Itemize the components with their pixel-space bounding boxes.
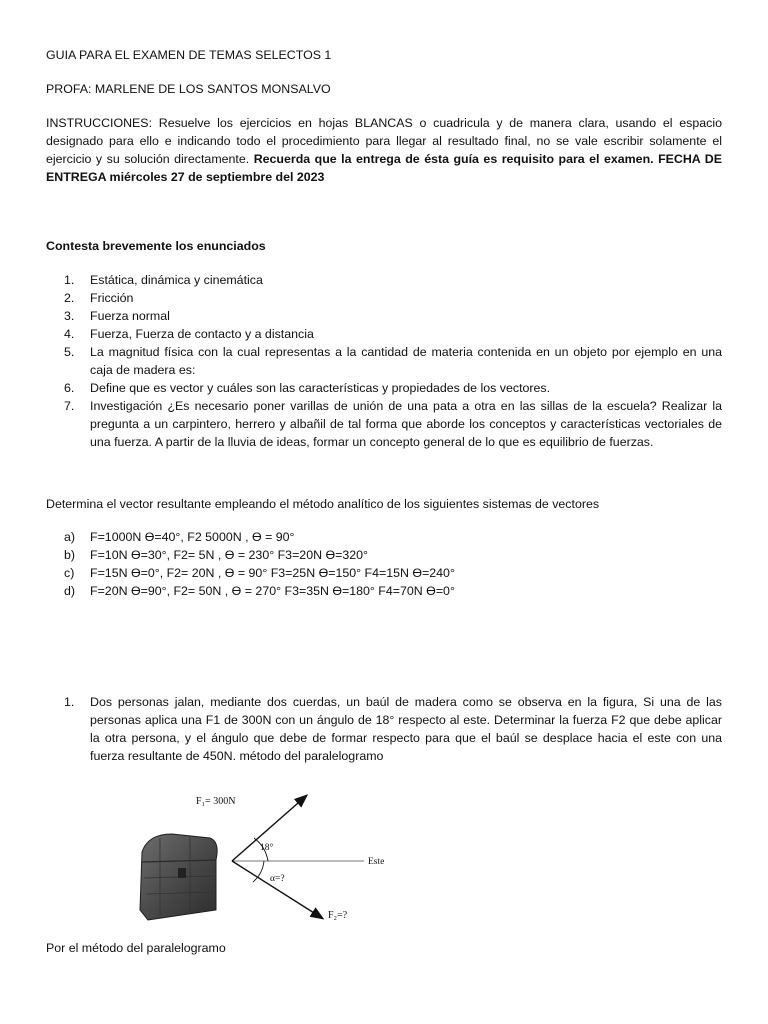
- chest-icon: [140, 834, 217, 920]
- document-title: GUIA PARA EL EXAMEN DE TEMAS SELECTOS 1: [46, 48, 332, 62]
- item-number: 1.: [64, 273, 75, 287]
- item-text: Fuerza normal: [90, 308, 170, 323]
- f2-arrow: [232, 861, 322, 918]
- east-label: Este: [368, 857, 385, 867]
- section2-intro: Determina el vector resultante empleando el método analítico de los siguientes sistemas de vectores: [46, 497, 600, 511]
- instructions-bold-text: Recuerda que la entrega de ésta guía es requisito para el examen. FECHA DE ENTREGA miércoles 27 de septiembre del 2023: [46, 151, 722, 184]
- item-letter: d): [64, 583, 76, 598]
- section2-list: [46, 529, 722, 601]
- item-number: 1.: [64, 695, 75, 709]
- list-item: [46, 308, 722, 326]
- list-item: [46, 326, 722, 344]
- alpha-label: α=?: [270, 874, 285, 884]
- list-item: [46, 547, 722, 565]
- item-number: 2.: [64, 290, 75, 305]
- force-diagram: [120, 782, 420, 932]
- teacher-name: PROFA: MARLENE DE LOS SANTOS MONSALVO: [46, 82, 331, 96]
- item-text: Dos personas jalan, mediante dos cuerdas, un baúl de madera como se observa en la figura, Si una de las personas aplica una F1 de 300N con un ángulo de 18° respecto al este. Determinar la fuerza F2 que debe aplicar la otra persona, y el ángulo que debe de formar respecto para que el baúl se desplace hacia el este con una fuerza resultante de 450N. método del paralelogramo: [90, 695, 722, 763]
- item-number: 6.: [64, 380, 75, 395]
- item-text: F=10N ϴ=30°, F2= 5N , ϴ = 230° F3=20N ϴ=320°: [90, 547, 368, 562]
- instructions-paragraph: [46, 115, 722, 187]
- item-number: 3.: [64, 308, 75, 323]
- item-number: 5.: [64, 344, 75, 359]
- section3-list: [46, 694, 722, 766]
- list-item: [46, 583, 722, 601]
- item-number: 7.: [64, 398, 75, 413]
- item-letter: a): [64, 530, 76, 544]
- item-text: Fricción: [90, 290, 134, 305]
- item-text: Investigación ¿Es necesario poner varillas de unión de una pata a otra en las sillas de la escuela? Realizar la pregunta a un carpintero, herrero y albañil de tal forma que aborde los conceptos y características vectoriales de una fuerza. A partir de la lluvia de ideas, formar un concepto general de lo que es equilibrio de fuerzas.: [90, 398, 722, 449]
- list-item: [46, 344, 722, 380]
- list-item: [46, 694, 722, 766]
- item-number: 4.: [64, 326, 75, 341]
- item-text: Estática, dinámica y cinemática: [90, 273, 263, 287]
- item-text: Define que es vector y cuáles son las características y propiedades de los vectores.: [90, 380, 551, 395]
- list-item: [46, 529, 722, 547]
- list-item: [46, 398, 722, 452]
- f1-label: F₁= 300N: [196, 796, 236, 807]
- instructions-text: INSTRUCCIONES: Resuelve los ejercicios en hojas BLANCAS o cuadricula y de manera clara, usando el espacio designado para ello e indicando todo el procedimiento para llegar al resultado final, no se vale escribir solamente el ejercicio y su solución directamente.: [46, 116, 722, 166]
- angle-label: 18°: [260, 843, 274, 853]
- item-text: F=20N ϴ=90°, F2= 50N , ϴ = 270° F3=35N ϴ=180° F4=70N ϴ=0°: [90, 583, 455, 598]
- item-text: La magnitud física con la cual representas a la cantidad de materia contenida en un objeto por ejemplo en una caja de madera es:: [90, 344, 722, 377]
- list-item: [46, 565, 722, 583]
- section1-heading: Contesta brevemente los enunciados: [46, 239, 266, 253]
- item-text: F=15N ϴ=0°, F2= 20N , ϴ = 90° F3=25N ϴ=150° F4=15N ϴ=240°: [90, 565, 455, 580]
- item-text: Fuerza, Fuerza de contacto y a distancia: [90, 326, 314, 341]
- item-letter: c): [64, 565, 75, 580]
- list-item: [46, 272, 722, 290]
- item-text: F=1000N ϴ=40°, F2 5000N , ϴ = 90°: [90, 530, 295, 544]
- section1-list: [46, 272, 722, 452]
- item-letter: b): [64, 547, 76, 562]
- list-item: [46, 380, 722, 398]
- f2-label: F₂=?: [328, 910, 348, 921]
- footer-text: Por el método del paralelogramo: [46, 941, 226, 955]
- list-item: [46, 290, 722, 308]
